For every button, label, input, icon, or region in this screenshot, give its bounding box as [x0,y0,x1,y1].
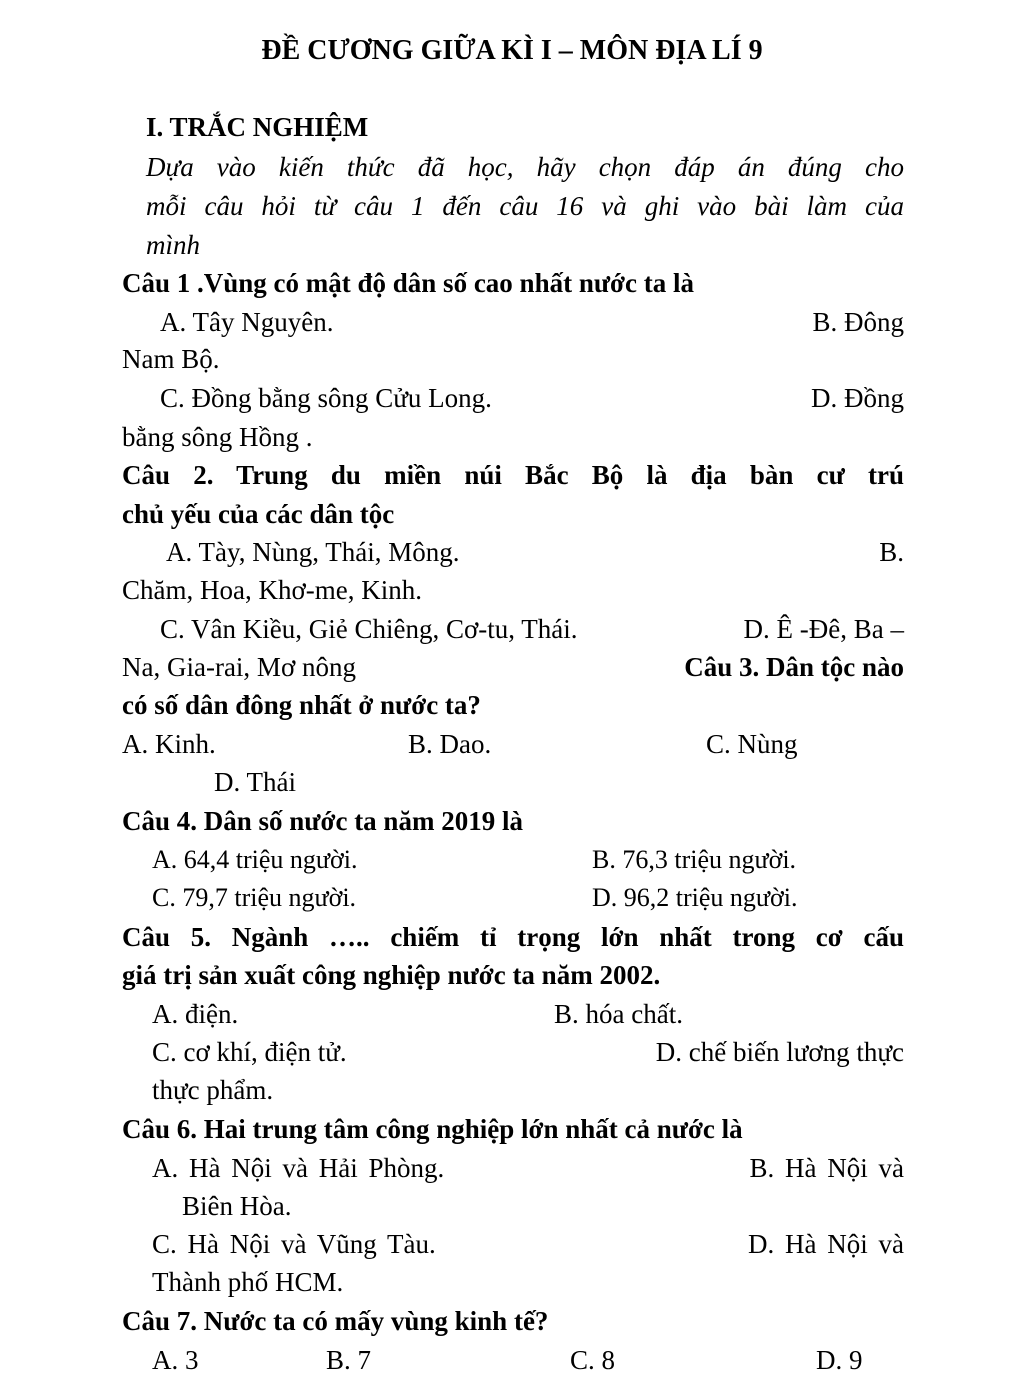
instruction-line: Dựa vào kiến thức đã học, hãy chọn đáp án đúng cho [146,152,904,182]
q6-option-b-cont: Biên Hòa. [182,1191,292,1221]
q3-option-a: A. Kinh. [122,729,216,759]
question-2-line2: chủ yếu của các dân tộc [122,499,395,529]
q5-option-a: A. điện. [152,999,239,1029]
q7-option-d: D. 9 [816,1345,863,1375]
q1-options-row2 [160,379,904,417]
q6-options-row2 [152,1225,904,1263]
question-5-line2: giá trị sản xuất công nghiệp nước ta năm 2002. [122,960,661,990]
q1-option-b-cont: Nam Bộ. [122,344,220,374]
q1-options-row1 [160,303,904,341]
q1-option-a: A. Tây Nguyên. [160,307,334,337]
q7-option-a: A. 3 [152,1345,199,1375]
q2-option-b: B. [879,537,904,567]
q3-option-c: C. Nùng [706,729,798,759]
section-heading: I. TRẮC NGHIỆM [146,112,369,142]
q7-option-c: C. 8 [570,1345,616,1375]
q1-option-b: B. Đông [812,307,904,337]
question-3-cont: có số dân đông nhất ở nước ta? [122,690,481,720]
q2-option-d: D. Ê -Đê, Ba – [743,614,904,644]
question-3: Câu 3. Dân tộc nào [684,652,904,682]
question-5-line1: Câu 5. Ngành ….. chiếm tỉ trọng lớn nhất trong cơ cấu [122,922,904,952]
q2-option-c: C. Vân Kiều, Giẻ Chiêng, Cơ-tu, Thái. [160,614,578,644]
q4-option-c: C. 79,7 triệu người. [152,883,357,912]
q2-option-b-cont: Chăm, Hoa, Khơ-me, Kinh. [122,575,422,605]
q6-option-d: D. Hà Nội và [748,1229,904,1259]
q6-options-row1 [152,1149,904,1187]
q4-option-a: A. 64,4 triệu người. [152,845,358,874]
q7-option-b: B. 7 [326,1345,372,1375]
instruction-line: mình [146,230,200,260]
q6-option-c: C. Hà Nội và Vũng Tàu. [152,1229,436,1259]
question-7: Câu 7. Nước ta có mấy vùng kinh tế? [122,1306,549,1336]
question-4: Câu 4. Dân số nước ta năm 2019 là [122,806,523,836]
q3-option-b: B. Dao. [408,729,492,759]
q1-option-d-cont: bằng sông Hồng . [122,422,313,452]
q1-option-d: D. Đồng [811,383,904,413]
question-2-line1: Câu 2. Trung du miền núi Bắc Bộ là địa bàn cư trú [122,460,904,490]
q2-options-row1 [166,533,904,571]
q5-option-b: B. hóa chất. [554,999,683,1029]
q3-option-d: D. Thái [214,767,296,797]
q1-option-c: C. Đồng bằng sông Cửu Long. [160,383,492,413]
q6-option-d-cont: Thành phố HCM. [152,1267,344,1297]
instruction-line: mỗi câu hỏi từ câu 1 đến câu 16 và ghi vào bài làm của [146,191,904,221]
q5-option-c: C. cơ khí, điện tử. [152,1037,347,1067]
q4-option-b: B. 76,3 triệu người. [592,845,797,874]
q4-option-d: D. 96,2 triệu người. [592,883,798,912]
q6-option-a: A. Hà Nội và Hải Phòng. [152,1153,445,1183]
question-1: Câu 1 .Vùng có mật độ dân số cao nhất nước ta là [122,268,694,298]
q5-option-d-cont: thực phẩm. [152,1075,274,1105]
q2-options-row2 [160,610,904,648]
q6-option-b: B. Hà Nội và [749,1153,904,1183]
q2-q3-row [122,648,904,686]
question-6: Câu 6. Hai trung tâm công nghiệp lớn nhất cả nước là [122,1114,743,1144]
q5-option-d: D. chế biến lương thực [655,1037,904,1067]
q2-option-d-cont: Na, Gia-rai, Mơ nông [122,652,356,682]
q2-option-a: A. Tày, Nùng, Thái, Mông. [166,537,460,567]
page-title: ĐỀ CƯƠNG GIỮA KÌ I – MÔN ĐỊA LÍ 9 [261,35,763,66]
